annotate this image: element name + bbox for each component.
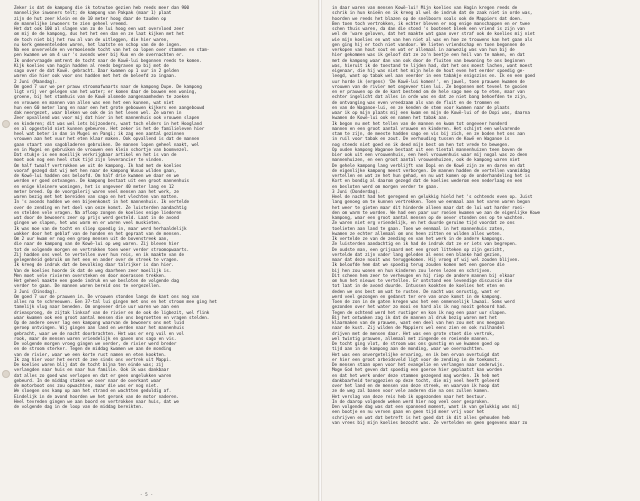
text-line: 2 Juni (Maandag). <box>14 79 58 85</box>
text-line: mannenhuizen, en een groot aantal vrouwenhuizen, ook de kampong waren niet <box>332 158 520 164</box>
text-line: Dit scheen hem zeer te verheugen en hij riep de andere mannen bij elkaar <box>332 273 515 279</box>
text-line: drieasprong, de zijtak linksaf van de rivier en de ook de ligbezit, wel flink <box>14 310 210 316</box>
text-line: verlangden naar huis en naar hun familie. Ook ik was dankbaar <box>14 368 169 374</box>
text-line: stam te zijn, de meeste hadden sago en vis bij zich, en ze boden het ons aan <box>332 132 525 137</box>
text-line: dak neergezet, waar bleken we ook de in het leven wel. Ze waren in <box>14 111 182 116</box>
text-line: In de daarop volgende weken werd hier nog veel over gesproken. <box>332 399 490 405</box>
text-line: gingen we slapen, het was warm en er waren veel muskieten. <box>14 221 162 227</box>
text-line: waar kwamen ook een groot aantal mensen die ons begroetten en vragen stelden. <box>14 315 210 321</box>
text-line: en stelden vele vragen. Na afloop zongen de koelies enige liederen <box>14 210 182 216</box>
text-line: nu kerk gemeenteleden waren, het laatste en schop van de de ingen. <box>14 42 182 48</box>
text-line: gebeurd. In de middag staken we over naar de overkant waar <box>14 378 162 384</box>
left-page <box>0 0 318 501</box>
text-line: hier gekommen was ik geloof dat ze zo'n beetje een heil van te maken, en dat <box>332 53 525 59</box>
text-line: dat alles zo goed was verlopen en dat er geen ongelukken waren <box>14 373 172 379</box>
text-line: bij hen zou wonen en hun kinderen zou leren lezen en schrijven. <box>332 268 492 274</box>
text-line: groene, bij het stamhuis van de Kowë alsmede aangenaamheden te zoeken <box>14 95 190 101</box>
text-line: We sloegen ons kamp op aan het strand en wachtten geduldig af. <box>14 389 172 395</box>
text-line: De volgende morgen vroeg gingen we verder, de rivier werd breder <box>14 342 177 347</box>
text-line: van de rivier, waar we een korte rust namen en eten kookten. <box>14 352 167 358</box>
text-line: Zeer opvallend was voor mij dat hier in het mannenhuis ook vrouwen slapen <box>14 116 200 122</box>
text-line: verder te gaan. De mannen waren bereid ons te vergezellen. <box>14 284 162 290</box>
text-line: nog steeds niet goed en ik deed mijn best om hen tot vrede te bewegen. <box>332 142 510 148</box>
text-line: kampong, waar een groot aantal mensen op de oever stonden ons op te wachten. <box>332 216 525 221</box>
text-line: vrouwen van de rivier met ongeveer tien lui. Ze begonnen met teveel te gooien <box>332 84 528 90</box>
text-line: ze de weg zal banen voor vele anderen die na ons zullen komen. <box>332 389 490 395</box>
right-page-text <box>332 6 632 426</box>
text-line: vertelde dat zijn vader lang geleden al eens een blanke had gezien, <box>332 252 502 258</box>
text-line: Dat stukje is een moeilijk verkrijgbaar artikel en het is van de <box>14 153 177 158</box>
text-line: wie mijn koelies en wat van hen niet al was en hoe ze trouwens kan het gaan als <box>332 37 533 43</box>
text-line: wat door de bewoners zeer op prijs werd gesteld. Laat in de avond <box>14 216 179 221</box>
text-line: Ik was moe van de tocht en sliep spoedig in, maar werd herhaaldelijk <box>14 226 187 232</box>
text-line: Ze luisterden aandachtig en ik had de indruk dat ze er iets van begrepen. <box>332 242 518 248</box>
text-line: 3 Juni (Donderdag). <box>332 189 381 195</box>
text-line: gelegenheid gebruik om het een en ander over de streek te vragen. <box>14 258 179 263</box>
text-line: Ik beloofde hem dat we spoedig terug zouden komen met een goeroe die <box>332 263 505 269</box>
punch-hole-top <box>2 120 10 128</box>
text-line: het weer te gieten maar dit hinderde alleen maar dat de lui wat harder roei- <box>332 205 525 211</box>
text-line: schrijven en wat dat betreft is het goed dat ik dit alles gehouden heb <box>332 415 510 421</box>
text-line: Om half twaalf vertrokken we uit de kampong. Ik had met de koelies <box>14 163 182 169</box>
text-line: deden we ons best om wat te rusten. De nacht was onrustig, want er <box>332 289 500 295</box>
text-line: om hun het nieuws te vertellen. Er ontstond een levendige discussie die <box>332 279 513 284</box>
text-line: Het geheel maakte een goede indruk en we besloten de volgende dag <box>14 279 179 284</box>
text-line: toelieten aan land te gaan. Toen we eenmaal in het mannenhuis zaten, <box>332 226 505 232</box>
text-line: Ik ondervraagde omtrent de tocht naar de Kowë-lui begonnen reeds te komen. <box>14 58 202 64</box>
text-line: was, hieruit ik de toestand te lijden had, dat het ons moest lachen, want moest <box>332 63 533 69</box>
text-line: Kort en bondig al daarom gezegd dat de koelies wederom een nederlaag en een <box>332 179 523 185</box>
text-line: de eigenlijke kampong meest verborgen. De mannen hadden de vertellen vanmiddag <box>332 168 530 174</box>
text-line: naar de kust. Zij wilden de Mappiers wel eens zien en ook ruilhandel <box>332 326 505 332</box>
text-line: waren bezig met het bereiden van sago en het vlechten van matten. <box>14 195 179 200</box>
text-line: Het dat ook 100 al slagen van zo de lui hoog een wat overvloed zeer <box>14 27 184 32</box>
text-line: tot laat in de avond duurde. Intussen kookten de koelies het eten en <box>332 284 505 290</box>
text-line: Om goed 7 uur de prauwen in. De vrouwen stonden langs de kant ons nog van <box>14 294 200 300</box>
text-line: Na een onvervelde en vermoeiende tocht van het oa lopen over stammen en stam- <box>14 48 210 53</box>
text-line: meter breed. Op de voorgalerij waren veel mensen aan het werk, ze <box>14 189 179 195</box>
text-line: kwamen ze echter allemaal om ons heen zitten en wilden alles weten. <box>332 231 502 237</box>
text-line: de ontvanging was even vreedzaam als van de fluit en de trommen en <box>332 100 500 106</box>
text-line: Ik vertelde ze van de zending en van het werk in de andere kampongs. <box>332 237 505 242</box>
text-line: en vrouwen en mannen van allen was een het een kunnen, wat niet <box>14 100 174 106</box>
text-line: Ik kreeg de indruk dat de bevolking daar talrijker is dan hier. <box>14 263 174 269</box>
text-line: pen kwamen we om 4 uur 's avonds weer bij Kuo en de overnachten er. <box>14 53 184 59</box>
text-line: Tegen de ochtend werd het rustiger en kon ik nog een paar uur slapen. <box>332 310 508 316</box>
text-line: vertellen en wat ze het hun gehad, en nu wat komen op de onderhandeling het is <box>332 174 530 179</box>
text-line: hoorden we reeds het blazen op de snelboorn soals ook de Mappiers dat doen. <box>332 16 523 22</box>
text-line: Kijk koelies van hagin hadden al reeds begraven op bij met de <box>14 63 169 69</box>
text-line: over de zending en het doel van onze komst. Ze luisterden aandachtig <box>14 205 187 211</box>
text-line: Om goed 7 uur we per prauw stroomafwaarts naar de kampong Dupe. De kampong <box>14 84 202 90</box>
text-line: Bij het ontwaken zag ik dat de mannen al druk bezig waren met het <box>332 315 497 321</box>
text-line: Zeker is dat de kampong die ik totnutoe gezien heb reeds meer dan 900 <box>14 6 190 11</box>
text-line: een bootje en nu verven gaan en geen tijd meer vrij voor het <box>332 410 485 416</box>
text-line: en besloten werd om morgen verder te gaan. <box>332 184 439 190</box>
text-line: en van de Waganoe-lui, en ze kenden de stem voor kwamen naar de plaats <box>332 105 510 111</box>
text-line: en kinderen; dit was wel iets bijzonders, want toch elders in het Hoogland <box>14 121 202 127</box>
text-line: de volgende dag in de loop van de middag bereikten. <box>14 405 144 410</box>
text-line: geroep ontvingen. Wij gingen aan land en werden naar het mannenhuis <box>14 326 184 332</box>
text-line: de toch niet bij het ruw al van de uitleggen, die hier waren, <box>14 37 169 43</box>
text-line: De tocht ging vlot, de stroom was ons gunstig en we kwamen goed op <box>332 342 500 347</box>
text-line: Men moet vele rivieren oversteken en door moerassen trekken. <box>14 273 167 279</box>
text-line: met de kampong waar dan van ook door de fluiten van bewoning te ons beginnen <box>332 58 525 64</box>
text-line: Ben toen toch vertrokken, ik echter bleven er nog enige manschappen en er twee <box>332 21 530 27</box>
text-line: gezonden over het water zo mooi en hard als ik nog nooit gehoord had. <box>332 305 508 311</box>
text-line: Van de koelies hoorde ik dat de weg daarheen zeer moeilijk is. <box>14 268 172 274</box>
text-line: dankbaarheid teruggezien op deze tocht, die mij veel heeft geleerd <box>332 378 500 384</box>
text-line: wakker door het geblaf van de honden en het gepraat van de mensen. <box>14 231 182 237</box>
text-line: maar dat deze nooit was teruggekomen. Hij vroeg of wij wel zouden blijven. <box>332 258 520 263</box>
page-number: - 5 - <box>140 493 153 498</box>
text-line: uur horde ik (ergens) 'De Kowë-lui komen!', en jawel, toen prauwen kwamen de <box>332 79 525 85</box>
text-line: er hier een groot arbeidsveld ligt voor de zending in de toekomst. <box>332 357 500 363</box>
text-line: den om warm te worden. We had een paar uur roeien kwamen we aan de eigenlijke Kowe <box>332 210 541 216</box>
right-page <box>322 0 640 501</box>
text-line: kwamen de Kowë-lui ook en namen het tabak aan. <box>332 116 449 122</box>
text-line: tijd aan in de kampong aan de monding, waar we overnachtten. <box>332 347 485 353</box>
text-line: drijven met de mensen daar. Het was een grote stoet die vertrok, <box>332 331 495 337</box>
text-line: Ik zag hier voor het eerst de zee sinds ons vertrek uit Mappi. <box>14 357 172 363</box>
text-line: Toen de zon in de gaten kregen was het een onmenselijk lawaai. Soms werd <box>332 300 515 305</box>
text-line: mannen en een groot aantal vrouwen en kinderen. Het schijnt een welvarende <box>332 126 520 132</box>
text-line: van vrees bij mijn koelies bezocht was. Ze vertelden en geen gegevens maar zo <box>332 420 528 426</box>
text-line: Ze waren niet erg vriendelijk, en het duurde geruime tijd voordat ze ons <box>332 221 515 227</box>
text-line: Het was een onvergetelijke ervaring, en ik ben ervan overtuigd dat <box>332 352 500 358</box>
text-line: en dat het werk onder deze stammen gezegend mag worden. Ik heb met <box>332 373 500 379</box>
text-line: 3 Juni (Dinsdag). <box>14 289 58 295</box>
text-line: waar ik op mijn plaats mij een kwam en mijn de Kowë-lui of de Dopi was, daarna <box>332 111 530 116</box>
text-line: sago over de dat Kowë. gebracht. Daar kwamen op 1 uur in 2 gelden <box>14 69 179 74</box>
text-line: hun een 60 meter lang en naar een het grote gebouwen kijkers een aangebouwd <box>14 105 205 111</box>
text-line: en al opgesteld niet kunnen gebeuren. Het zeker is het de familieleven hier <box>14 126 205 132</box>
text-line: Den volgende dag was dat een spannend moment, want ik van gelukkig was mij <box>332 405 520 410</box>
text-line: de motorboot ons zou opwachten, maar die was er nog niet. <box>14 384 159 389</box>
text-line: De koelies waren blij dat de tocht bijna ten einde was; zij <box>14 363 164 368</box>
text-line: echter ingelicht dat alles in orde was en dat ze niet bang behoefden te zijn, <box>332 95 528 101</box>
text-line: Eindelijk in de avond hoorden we het geronk van de motor naderen. <box>14 394 179 400</box>
text-line: in daar waren van mensen Kowë-lui! Mijn koelies van Hagin kregen reeds de <box>332 6 518 11</box>
text-line: gebracht, waar we de nacht doorbrachten. Het was er erg vuil en vol <box>14 331 184 337</box>
text-line: vrouwen aan het vuur het eten klaar maken. Ook opvallend is dat de mannen <box>14 137 200 143</box>
text-line: in ruil voor tabak en zout. De verhouding tussen de Kowë en Waganoe is <box>332 137 510 143</box>
text-line: de mannelijke inwoners te zien geheel vreemd. <box>14 21 129 27</box>
text-line: Op ouden kampong Waganoe bestaat uit een tiental mannenhuizen teen boven de <box>332 147 523 153</box>
text-line: leegd, want op tabak wel aan veerder in een tabakje enigszins en. Ik en een goed <box>332 74 535 80</box>
text-line: tot de volgende morgen en vertrokken toen weer verder stroomopwaarts. <box>14 247 190 253</box>
text-line: wel de 'ware geloven, dat het maakte wat gaan over straf ook de koelies mij niet <box>332 32 535 38</box>
text-line: zijn de hut zeer klein en de 10 meter hoog daar de tauden op <box>14 16 167 22</box>
text-line: Heel tevreden gingen we aan boord en vertrokken naar huis, dat we <box>14 399 179 405</box>
text-line: ligt vrij ver gelegen van het water; er komen daar de bouwen een woning, <box>14 90 197 95</box>
text-line: Op de andere oever lag een kampong waarvan de bewoners ons met luid <box>14 321 184 326</box>
text-line: heel wat beter in dan in Mugei en Pangi; ik zag een aantal gezinnen <box>14 132 184 137</box>
text-line: rook, maar de mensen waren vriendelijk en gaven ons sago en vis. <box>14 336 177 342</box>
text-line: werd veel gezongen en gedanst ter ere van onze komst in de kampong. <box>332 294 502 300</box>
text-line: en enige kleinere woningen, het is ongeveer 40 meter lang en 12 <box>14 184 174 190</box>
text-line: Moge God het geven dat spoedig een goeroe hier geplaatst kan worden <box>332 368 502 374</box>
text-line: vooraf gezegd dat wij met hen naar de kampong Wusuo wilden gaan, <box>14 168 177 174</box>
text-line: de Kowë-lui hadden ons beloofd. Om half drie kwamen we daar en we <box>14 174 179 179</box>
text-line: werden er goed ontvangen. De kampong bestaat uit een groot mannenhuis <box>14 179 190 185</box>
text-line: lang genoeg om te kunnen vertrekken. Toen we eenmaal aan het varen waren begon <box>332 200 530 206</box>
text-line: De gehele kampong lang verblijft van Dopi en de Kowë zijn ze en daren en dat <box>332 163 525 169</box>
text-line: en er prauwen op de de kant bestemd om de hele sago mee op te eten, maar van <box>332 90 525 95</box>
text-line: Heel de nacht had het geregend en gelukkig hield het 's ochtends even op. Juist <box>332 195 533 200</box>
text-line: en in Mugei en gebruiken de vrouwen een klein schortje van boomvezel. <box>14 147 190 153</box>
text-line: wel twintig prauwen, allemaal met zingende en roeiende mannen. <box>332 336 490 342</box>
text-line: over het land en de mensen van deze streek, en waarvan ik hoop dat <box>332 384 500 389</box>
text-line: schen thuis waren, da dan die stond 's bootenet bleek een vriend is zijn van <box>332 27 525 32</box>
text-line: Het verslag van deze reis heb ik opgezonden naar het bestuur. <box>332 394 487 400</box>
text-line: moet ook nog een heel stuk tijd zijn leverancier te vinden. <box>14 158 164 164</box>
text-line: gen ging hij er toch niet vandoor. We lieten vriendschap en toen begonnen de <box>332 42 525 48</box>
text-line: klaarmaken van de prauwen, want een deel van hen zou met ons meegaan <box>332 321 505 326</box>
text-line: waren die hier ook voor ons hadden met het de beleefd zo ingaan. <box>14 74 177 80</box>
text-line: De oudste man, een grijsaard met een groot litteken op zijn gezicht, <box>332 247 505 253</box>
text-line: schrik in hun knieën en ik kreeg al wel de indruk dat de zaak niet in orde was, <box>332 11 533 17</box>
punch-hole-bottom <box>2 370 10 378</box>
text-line: Ik begon nu met het tellen van de mannen en kwam tot ongeveer honderd <box>332 121 508 127</box>
text-line: In 's avonds hadden we een bijeenkomst in het mannenhuis. Ik vertelde <box>14 200 190 206</box>
text-line: mannelijke inwoners telt; de kampong van Pakpak (maar 1) plaat <box>14 11 172 17</box>
text-line: verkopen van hout sout en wat er allemaal in aanwezig was van hun bij de <box>332 48 515 53</box>
text-line: eigenaar, die hij was niet het mijn hele de hout even het eerder spoedig ge- <box>332 69 525 74</box>
text-line: Zij hadden ons veel te vertellen over hun reis, en ik maakte van de <box>14 252 184 258</box>
text-line: alles na te schreeuwen. Een 37-tal lui gingen met ons en het stroom mee ging het <box>14 300 217 305</box>
text-line: Om 2 uur kwam er nog een groep mensen uit de bovenstreek aan, <box>14 237 169 242</box>
text-line: die naar de kampong van de Kowë-lui op weg waren. Zij bleven hier <box>14 242 179 248</box>
left-page-text <box>14 6 312 410</box>
text-line: om mij de de kampong, dus het het een dan en ze laat kijken met het <box>14 32 184 38</box>
text-line: De mensen staan open voor het evangelie en verlangen naar onderwijs. <box>332 363 505 368</box>
text-line: bier ook uit een vrouwenhuis, een heel vrouwenhuis waar mij nogal was zo deen <box>332 153 528 158</box>
text-line: en de stroom sterker. Tegen de middag kwamen we aan de monding <box>14 347 172 353</box>
text-line: tamelijk vlug naar beneden. Om ongeveer drie uur waren we aan een <box>14 305 179 311</box>
text-line: gaan staart van sagobladeren gebruiken. De mannen lopen geheel naakt, wel <box>14 142 200 148</box>
